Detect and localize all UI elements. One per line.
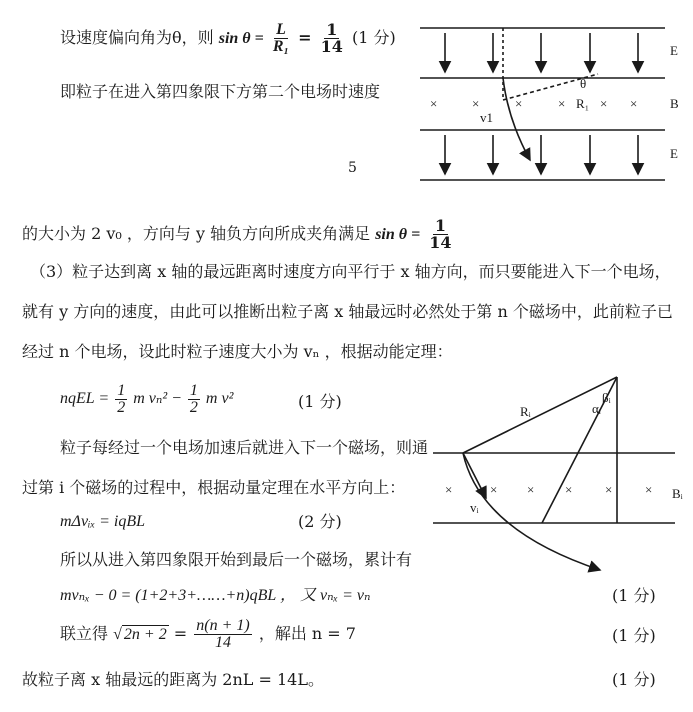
- score-label: (1 分): [298, 392, 342, 411]
- frac-num: n(n + 1): [196, 617, 250, 634]
- label-R1: R₁: [576, 96, 590, 111]
- field-mark: ×: [558, 96, 566, 111]
- label-B: B: [670, 96, 679, 111]
- eq1-term2: m v²: [205, 390, 234, 408]
- velocity-vector: [463, 453, 486, 498]
- conclusion-line: 故粒子离 x 轴最远的距离为 2nL = 14L。: [22, 670, 324, 689]
- score-label: (2 分): [298, 512, 342, 531]
- field-mark: ×: [445, 482, 453, 497]
- frac-den: R₁: [272, 38, 290, 55]
- label-beta: βᵢ: [602, 390, 611, 405]
- score-label: (1 分): [612, 670, 656, 689]
- paragraph3-line2: 就有 y 方向的速度，由此可以推断出粒子离 x 轴最远时必然处于第 n 个磁场中，此前粒子已: [22, 302, 673, 321]
- label-vi: vᵢ: [470, 500, 479, 515]
- momentum-equation: mΔvᵢₓ = iqBL: [60, 513, 146, 530]
- label-v1: v1: [480, 110, 493, 125]
- particle-trajectory: [503, 78, 530, 160]
- paragraph3-line1: （3）粒子达到离 x 轴的最远距离时速度方向平行于 x 轴方向，而只要能进入下一个电场，: [30, 262, 671, 281]
- line3-formula: sin θ =: [375, 226, 421, 243]
- particle-trajectory: [463, 453, 600, 570]
- paragraph4-line1: 粒子每经过一个电场加速后就进入下一个磁场，则通: [60, 438, 429, 457]
- field-mark: ×: [565, 482, 573, 497]
- magnetic-field-marks-2: [445, 482, 652, 497]
- field-mark: ×: [490, 482, 498, 497]
- field-mark: ×: [515, 96, 523, 111]
- label-Ri: Rᵢ: [520, 404, 531, 419]
- eq1-lhs: nqEL =: [60, 390, 110, 408]
- frac-num: L: [276, 21, 286, 38]
- equals-sign: =: [173, 624, 188, 643]
- page-number: 5: [348, 160, 357, 176]
- label-theta: θ: [580, 76, 587, 91]
- label-Bi: Bᵢ: [672, 486, 683, 501]
- frac-den: 14: [215, 634, 231, 651]
- score-label: (1 分): [352, 28, 396, 47]
- text-line-2: 即粒子在进入第四象限下方第二个电场时速度: [60, 82, 381, 101]
- cumulative-equation: mvₙₓ − 0 = (1+2+3+……+n)qBL ， 又 vₙₓ = vₙ: [60, 587, 371, 604]
- label-alpha: αᵢ: [592, 401, 601, 416]
- field-diagram-1: [420, 28, 665, 180]
- frac-den: 2: [189, 399, 198, 416]
- frac-num: 1: [326, 20, 338, 39]
- label-E-bottom: E: [670, 146, 678, 161]
- line3-text: 的大小为 2 v₀ ，方向与 y 轴负方向所成夹角满足: [22, 224, 371, 243]
- score-label: (1 分): [612, 626, 656, 645]
- field-mark: ×: [645, 482, 653, 497]
- field-mark: ×: [605, 482, 613, 497]
- equals-sign: =: [298, 28, 312, 47]
- electric-field-arrows-bottom: [445, 135, 638, 174]
- field-mark: ×: [600, 96, 608, 111]
- paragraph4-line2: 过第 i 个磁场的过程中，根据动量定理在水平方向上：: [22, 478, 406, 497]
- field-mark: ×: [527, 482, 535, 497]
- sqrt-expression: √ 2n + 2: [113, 626, 167, 643]
- sqrt-radicand: 2n + 2: [123, 626, 167, 643]
- field-mark: ×: [472, 96, 480, 111]
- paragraph5-line1: 所以从进入第四象限开始到最后一个磁场，累计有: [60, 550, 413, 569]
- field-diagram-2: [433, 377, 675, 570]
- line1-prefix: 设速度偏向角为θ，则: [60, 28, 214, 47]
- frac-num: 1: [117, 382, 126, 399]
- field-mark: ×: [630, 96, 638, 111]
- electric-field-arrows-top: [445, 33, 638, 72]
- frac-den: 14: [429, 233, 452, 252]
- magnetic-field-marks-1: [430, 96, 637, 111]
- eq1-term1: m vₙ² −: [133, 390, 182, 408]
- frac-den: 2: [117, 399, 126, 416]
- field-mark: ×: [430, 96, 438, 111]
- paragraph3-line3: 经过 n 个电场，设此时粒子速度大小为 vₙ ，根据动能定理：: [22, 342, 453, 361]
- eq4-suffix: ，解出 n = 7: [258, 624, 356, 643]
- frac-num: 1: [189, 382, 198, 399]
- label-E-top: E: [670, 43, 678, 58]
- score-label: (1 分): [612, 586, 656, 605]
- eq4-prefix: 联立得: [60, 624, 109, 643]
- frac-num: 1: [434, 216, 446, 235]
- line1-formula: sin θ =: [218, 30, 264, 47]
- frac-den: 14: [320, 37, 343, 56]
